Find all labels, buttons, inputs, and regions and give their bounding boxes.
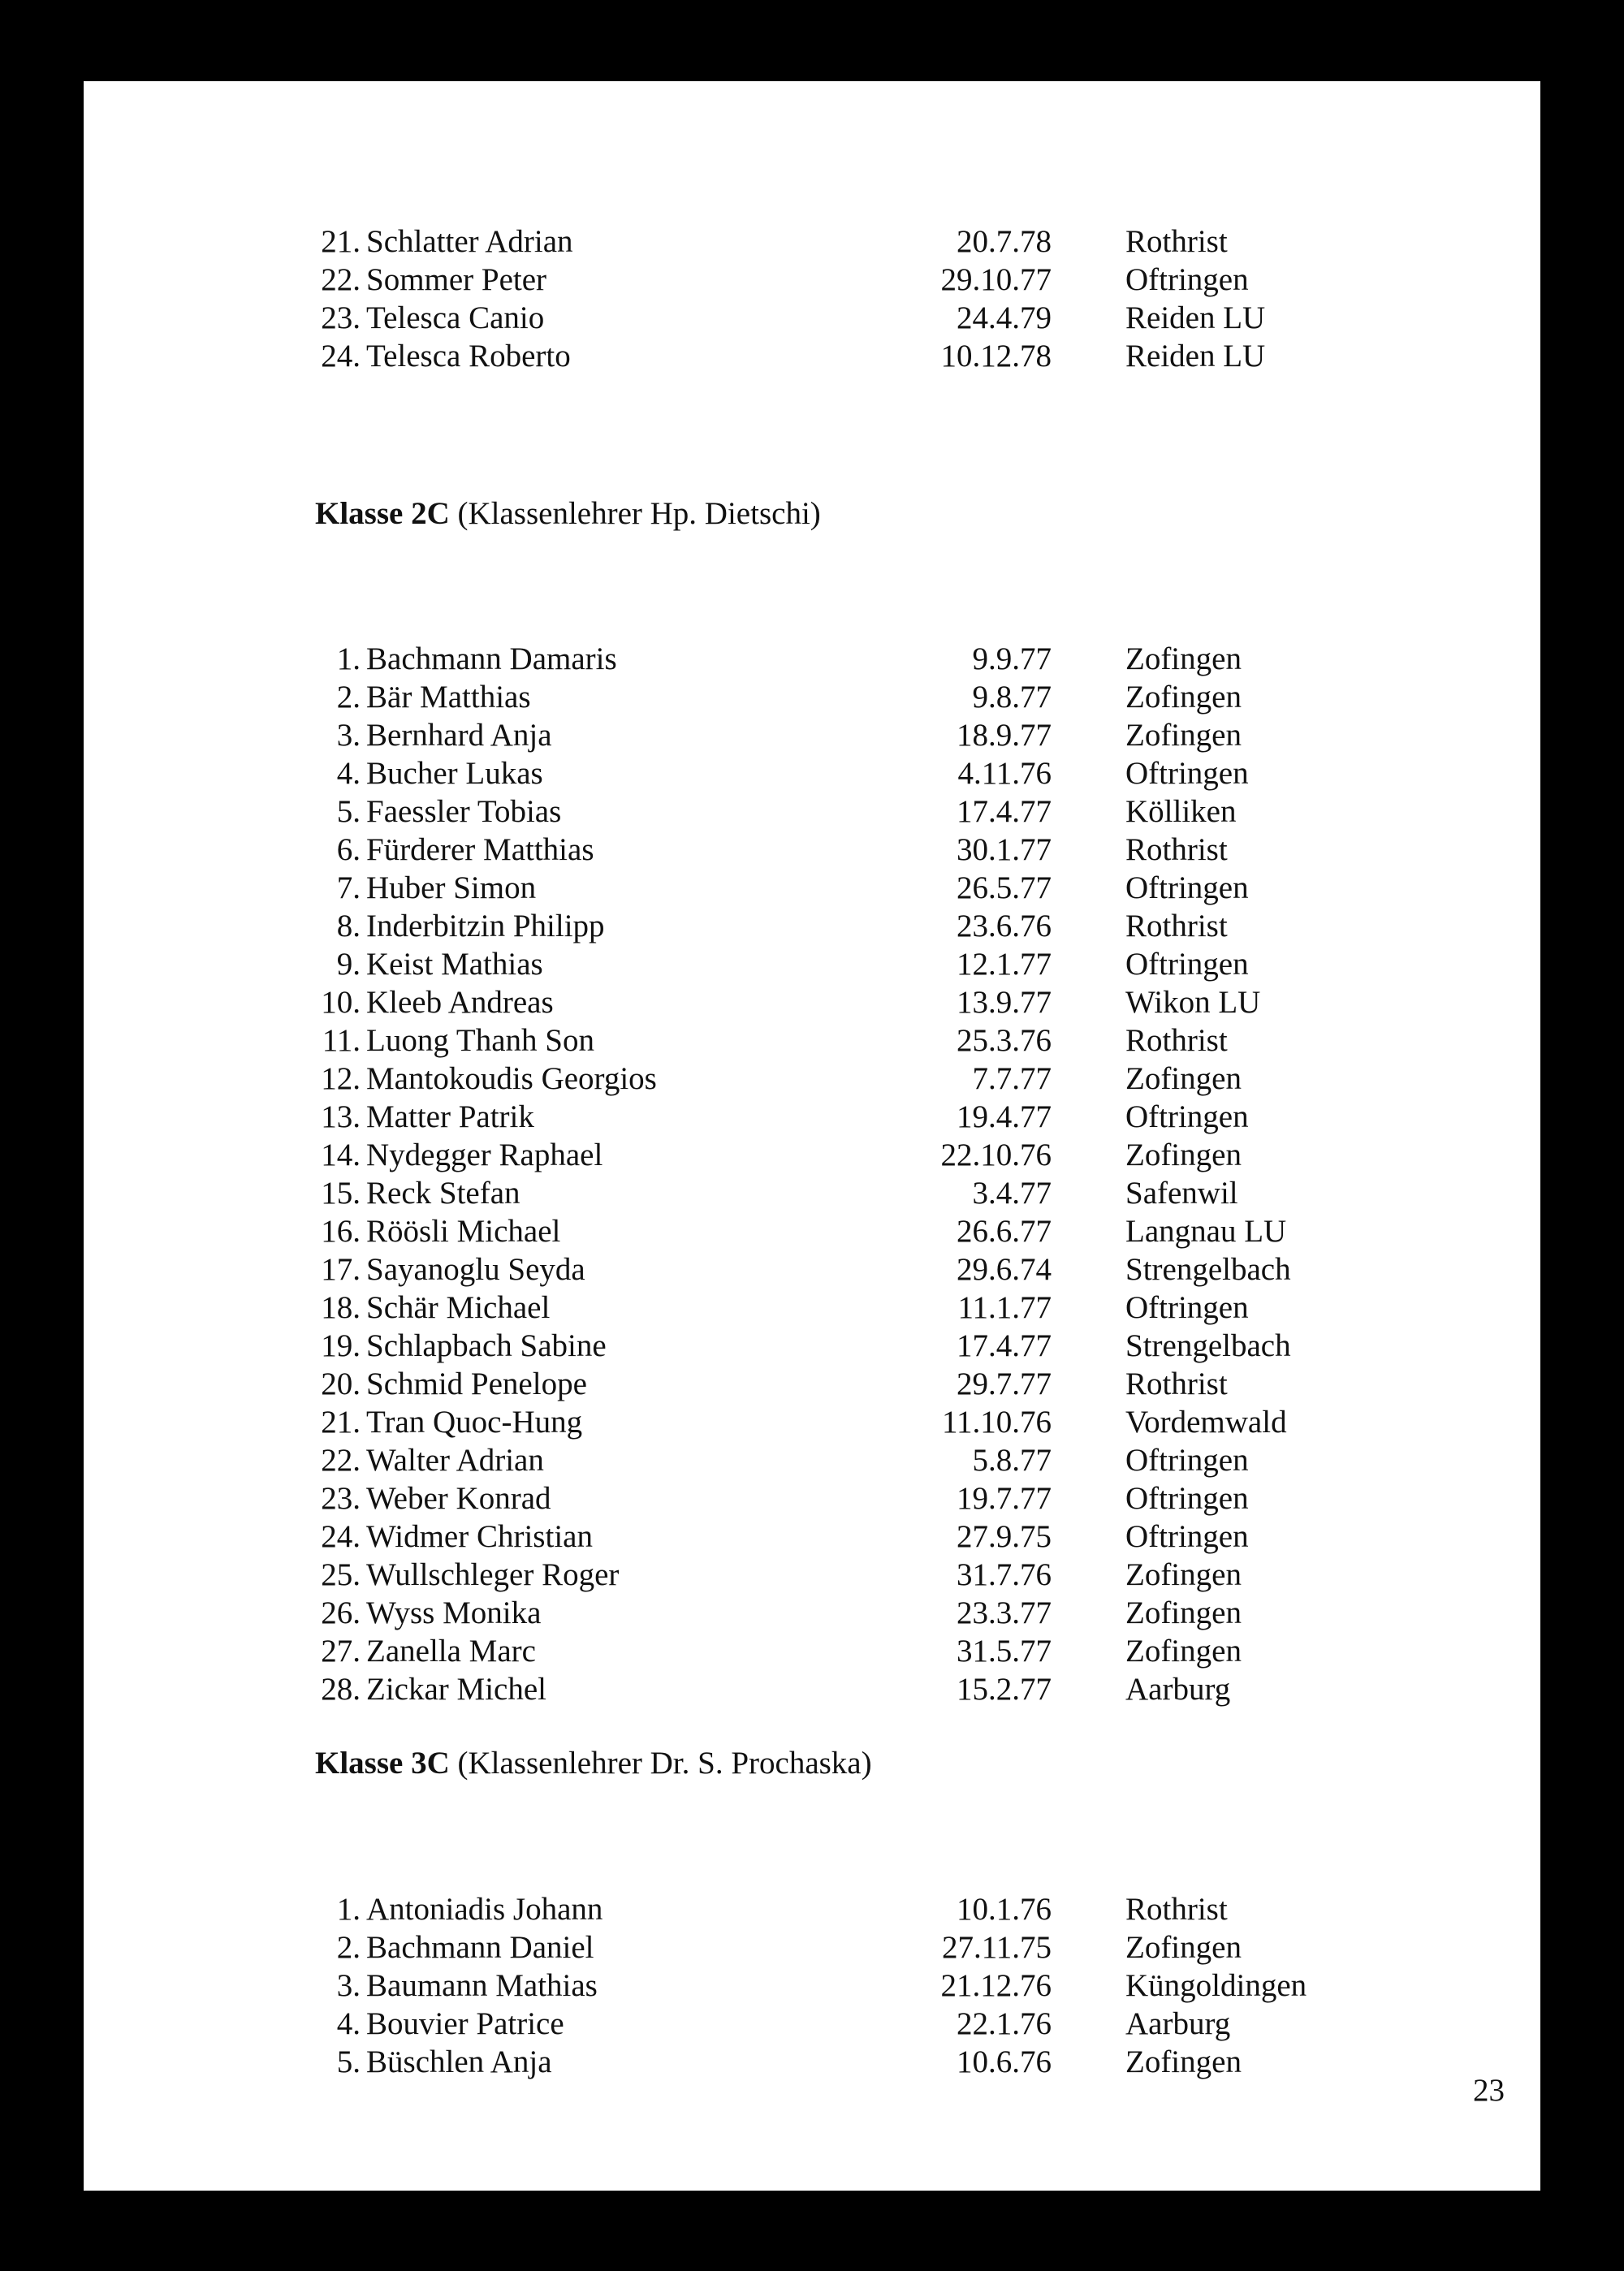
class-2c-row — [84, 831, 1540, 869]
hometown: Zofingen — [1125, 2044, 1242, 2079]
hometown: Zofingen — [1125, 1061, 1242, 1096]
class-3c-row — [84, 2005, 1540, 2043]
student-number: 4. — [336, 2006, 361, 2041]
hometown: Oftringen — [1125, 1443, 1249, 1478]
student-name: Wyss Monika — [366, 1595, 542, 1630]
hometown: Oftringen — [1125, 756, 1249, 791]
student-name: Weber Konrad — [366, 1481, 551, 1516]
birth-date: 9.8.77 — [972, 680, 1052, 715]
hometown: Oftringen — [1125, 1519, 1249, 1554]
student-name: Walter Adrian — [366, 1443, 544, 1478]
student-name: Tran Quoc-Hung — [366, 1405, 583, 1440]
class-2c-row — [84, 640, 1540, 678]
hometown: Zofingen — [1125, 680, 1242, 715]
birth-date: 13.9.77 — [957, 985, 1052, 1020]
hometown: Langnau LU — [1125, 1214, 1287, 1249]
student-name: Telesca Roberto — [366, 339, 571, 373]
birth-date: 26.6.77 — [957, 1214, 1052, 1249]
class-2c-row — [84, 1174, 1540, 1212]
hometown: Küngoldingen — [1125, 1968, 1307, 2003]
student-name: Schlapbach Sabine — [366, 1328, 607, 1363]
class-2c-row — [84, 1670, 1540, 1708]
student-name: Mantokoudis Georgios — [366, 1061, 657, 1096]
hometown: Rothrist — [1125, 832, 1228, 867]
birth-date: 15.2.77 — [957, 1672, 1052, 1707]
class-3c-heading — [315, 1743, 872, 1784]
class-2c-row — [84, 1441, 1540, 1479]
student-number: 28. — [321, 1672, 361, 1707]
student-number: 25. — [321, 1557, 361, 1592]
student-name: Antoniadis Johann — [366, 1892, 603, 1927]
student-name: Schmid Penelope — [366, 1366, 587, 1401]
student-name: Baumann Mathias — [366, 1968, 598, 2003]
birth-date: 27.11.75 — [941, 1930, 1052, 1965]
hometown: Zofingen — [1125, 1595, 1242, 1630]
class-2c-heading-label: Klasse 2C — [315, 496, 450, 531]
student-name: Büschlen Anja — [366, 2044, 552, 2079]
prev-class-row — [84, 222, 1540, 261]
birth-date: 24.4.79 — [957, 300, 1052, 335]
hometown: Rothrist — [1125, 1366, 1228, 1401]
student-name: Bouvier Patrice — [366, 2006, 564, 2041]
hometown: Safenwil — [1125, 1176, 1238, 1211]
birth-date: 10.12.78 — [940, 339, 1052, 373]
student-number: 7. — [336, 870, 361, 905]
student-name: Keist Mathias — [366, 947, 543, 982]
class-2c-row — [84, 1289, 1540, 1327]
student-name: Widmer Christian — [366, 1519, 593, 1554]
birth-date: 21.12.76 — [940, 1968, 1052, 2003]
birth-date: 29.10.77 — [940, 262, 1052, 297]
student-name: Kleeb Andreas — [366, 985, 554, 1020]
student-name: Matter Patrik — [366, 1099, 534, 1134]
student-name: Bucher Lukas — [366, 756, 543, 791]
student-number: 26. — [321, 1595, 361, 1630]
birth-date: 25.3.76 — [957, 1023, 1052, 1058]
student-number: 1. — [336, 641, 361, 676]
student-number: 13. — [321, 1099, 361, 1134]
student-name: Zanella Marc — [366, 1634, 536, 1669]
student-name: Schär Michael — [366, 1290, 551, 1325]
class-2c-row — [84, 1021, 1540, 1060]
birth-date: 22.1.76 — [957, 2006, 1052, 2041]
birth-date: 29.7.77 — [957, 1366, 1052, 1401]
student-name: Sayanoglu Seyda — [366, 1252, 585, 1287]
document-page — [84, 81, 1540, 2191]
class-2c-heading — [315, 494, 821, 534]
birth-date: 10.1.76 — [957, 1892, 1052, 1927]
hometown: Zofingen — [1125, 1557, 1242, 1592]
class-3c-row — [84, 2043, 1540, 2081]
class-2c-row — [84, 1556, 1540, 1594]
student-number: 24. — [321, 339, 361, 373]
class-2c-row — [84, 678, 1540, 716]
birth-date: 4.11.76 — [957, 756, 1052, 791]
hometown: Zofingen — [1125, 1930, 1242, 1965]
student-number: 9. — [336, 947, 361, 982]
class-2c-row — [84, 945, 1540, 983]
birth-date: 23.6.76 — [957, 909, 1052, 943]
student-number: 17. — [321, 1252, 361, 1287]
birth-date: 20.7.78 — [957, 224, 1052, 259]
hometown: Zofingen — [1125, 1634, 1242, 1669]
class-2c-row — [84, 1098, 1540, 1136]
student-number: 18. — [321, 1290, 361, 1325]
class-2c-row — [84, 716, 1540, 754]
student-number: 23. — [321, 300, 361, 335]
student-number: 24. — [321, 1519, 361, 1554]
class-2c-heading-teacher: (Klassenlehrer Hp. Dietschi) — [449, 496, 821, 531]
student-number: 22. — [321, 1443, 361, 1478]
class-2c-row — [84, 792, 1540, 831]
student-number: 1. — [336, 1892, 361, 1927]
birth-date: 31.7.76 — [957, 1557, 1052, 1592]
student-name: Zickar Michel — [366, 1672, 546, 1707]
birth-date: 19.7.77 — [957, 1481, 1052, 1516]
birth-date: 17.4.77 — [957, 1328, 1052, 1363]
birth-date: 3.4.77 — [972, 1176, 1052, 1211]
student-number: 11. — [322, 1023, 361, 1058]
student-name: Schlatter Adrian — [366, 224, 573, 259]
birth-date: 10.6.76 — [957, 2044, 1052, 2079]
student-name: Röösli Michael — [366, 1214, 561, 1249]
birth-date: 11.1.77 — [957, 1290, 1052, 1325]
class-2c-row — [84, 754, 1540, 792]
class-2c-row — [84, 907, 1540, 945]
prev-class-row — [84, 299, 1540, 337]
class-3c-heading-label: Klasse 3C — [315, 1746, 450, 1781]
hometown: Rothrist — [1125, 1892, 1228, 1927]
student-number: 16. — [321, 1214, 361, 1249]
class-2c-row — [84, 983, 1540, 1021]
student-number: 23. — [321, 1481, 361, 1516]
student-number: 8. — [336, 909, 361, 943]
student-name: Huber Simon — [366, 870, 537, 905]
class-2c-row — [84, 1518, 1540, 1556]
student-name: Sommer Peter — [366, 262, 547, 297]
birth-date: 11.10.76 — [941, 1405, 1052, 1440]
hometown: Rothrist — [1125, 224, 1228, 259]
student-name: Bachmann Daniel — [366, 1930, 594, 1965]
birth-date: 27.9.75 — [957, 1519, 1052, 1554]
student-name: Reck Stefan — [366, 1176, 520, 1211]
birth-date: 30.1.77 — [957, 832, 1052, 867]
class-3c-heading-teacher: (Klassenlehrer Dr. S. Prochaska) — [449, 1746, 872, 1781]
class-2c-row — [84, 1365, 1540, 1403]
student-number: 3. — [336, 1968, 361, 2003]
student-name: Fürderer Matthias — [366, 832, 594, 867]
class-2c-row — [84, 1060, 1540, 1098]
birth-date: 9.9.77 — [972, 641, 1052, 676]
hometown: Kölliken — [1125, 794, 1237, 829]
student-name: Inderbitzin Philipp — [366, 909, 605, 943]
hometown: Rothrist — [1125, 909, 1228, 943]
class-2c-row — [84, 1632, 1540, 1670]
hometown: Reiden LU — [1125, 339, 1266, 373]
class-2c-row — [84, 1136, 1540, 1174]
class-2c-row — [84, 1479, 1540, 1518]
student-number: 14. — [321, 1138, 361, 1172]
class-2c-row — [84, 1594, 1540, 1632]
student-number: 6. — [336, 832, 361, 867]
student-number: 15. — [321, 1176, 361, 1211]
birth-date: 7.7.77 — [972, 1061, 1052, 1096]
student-name: Luong Thanh Son — [366, 1023, 594, 1058]
hometown: Rothrist — [1125, 1023, 1228, 1058]
student-number: 12. — [321, 1061, 361, 1096]
hometown: Zofingen — [1125, 1138, 1242, 1172]
birth-date: 26.5.77 — [957, 870, 1052, 905]
birth-date: 12.1.77 — [957, 947, 1052, 982]
birth-date: 31.5.77 — [957, 1634, 1052, 1669]
class-3c-row — [84, 1928, 1540, 1967]
birth-date: 19.4.77 — [957, 1099, 1052, 1134]
student-number: 19. — [321, 1328, 361, 1363]
hometown: Strengelbach — [1125, 1252, 1291, 1287]
student-number: 5. — [336, 794, 361, 829]
birth-date: 18.9.77 — [957, 718, 1052, 753]
student-number: 22. — [321, 262, 361, 297]
hometown: Strengelbach — [1125, 1328, 1291, 1363]
student-number: 10. — [321, 985, 361, 1020]
class-3c-row — [84, 1890, 1540, 1928]
class-2c-row — [84, 1250, 1540, 1289]
hometown: Aarburg — [1125, 1672, 1231, 1707]
student-number: 2. — [336, 1930, 361, 1965]
class-3c-row — [84, 1967, 1540, 2005]
student-name: Bachmann Damaris — [366, 641, 617, 676]
birth-date: 5.8.77 — [972, 1443, 1052, 1478]
hometown: Oftringen — [1125, 1481, 1249, 1516]
student-list-document — [84, 81, 1540, 2191]
class-2c-row — [84, 869, 1540, 907]
birth-date: 29.6.74 — [957, 1252, 1052, 1287]
page-number: 23 — [1473, 2073, 1505, 2108]
student-number: 21. — [321, 1405, 361, 1440]
student-name: Bär Matthias — [366, 680, 531, 715]
student-number: 27. — [321, 1634, 361, 1669]
hometown: Aarburg — [1125, 2006, 1231, 2041]
student-number: 4. — [336, 756, 361, 791]
prev-class-row — [84, 337, 1540, 375]
hometown: Oftringen — [1125, 1290, 1249, 1325]
hometown: Zofingen — [1125, 718, 1242, 753]
student-number: 2. — [336, 680, 361, 715]
student-number: 5. — [336, 2044, 361, 2079]
hometown: Oftringen — [1125, 262, 1249, 297]
student-name: Bernhard Anja — [366, 718, 552, 753]
hometown: Vordemwald — [1125, 1405, 1287, 1440]
hometown: Oftringen — [1125, 870, 1249, 905]
class-2c-row — [84, 1212, 1540, 1250]
hometown: Wikon LU — [1125, 985, 1261, 1020]
class-2c-row — [84, 1403, 1540, 1441]
student-name: Nydegger Raphael — [366, 1138, 603, 1172]
hometown: Reiden LU — [1125, 300, 1266, 335]
birth-date: 17.4.77 — [957, 794, 1052, 829]
birth-date: 23.3.77 — [957, 1595, 1052, 1630]
student-number: 3. — [336, 718, 361, 753]
hometown: Oftringen — [1125, 947, 1249, 982]
birth-date: 22.10.76 — [940, 1138, 1052, 1172]
student-number: 21. — [321, 224, 361, 259]
hometown: Oftringen — [1125, 1099, 1249, 1134]
student-name: Telesca Canio — [366, 300, 545, 335]
student-number: 20. — [321, 1366, 361, 1401]
hometown: Zofingen — [1125, 641, 1242, 676]
student-name: Wullschleger Roger — [366, 1557, 620, 1592]
student-name: Faessler Tobias — [366, 794, 562, 829]
class-2c-row — [84, 1327, 1540, 1365]
prev-class-row — [84, 261, 1540, 299]
